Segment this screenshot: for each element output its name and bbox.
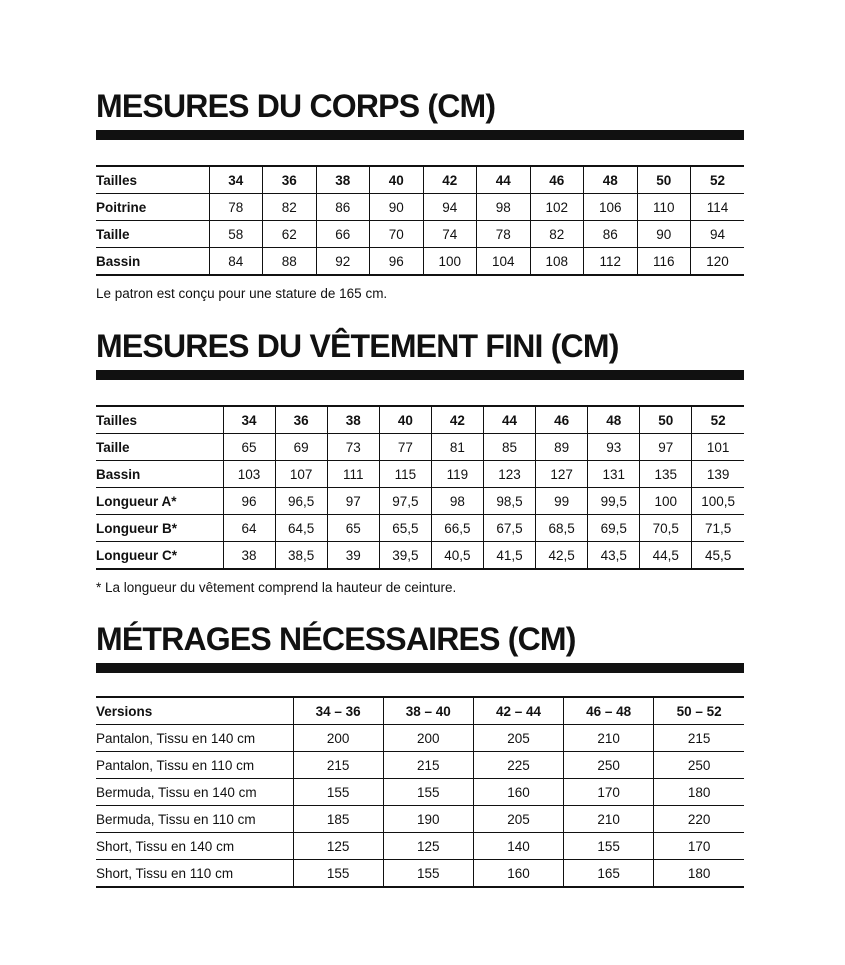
table-row [96, 779, 744, 806]
value-cell: 139 [692, 461, 744, 488]
value-cell: 106 [584, 194, 638, 221]
header-cell: 44 [477, 166, 531, 194]
row-label-cell: Longueur B* [96, 515, 223, 542]
value-cell: 65 [327, 515, 379, 542]
value-cell: 39,5 [379, 542, 431, 570]
value-cell: 102 [530, 194, 584, 221]
value-cell: 88 [263, 248, 317, 276]
value-cell: 77 [379, 434, 431, 461]
header-cell: 34 – 36 [293, 697, 383, 725]
header-cell: Tailles [96, 406, 223, 434]
header-cell: 44 [483, 406, 535, 434]
header-cell: 38 – 40 [383, 697, 473, 725]
value-cell: 94 [423, 194, 477, 221]
value-cell: 70 [370, 221, 424, 248]
table-row [96, 461, 744, 488]
value-cell: 131 [588, 461, 640, 488]
value-cell: 125 [293, 833, 383, 860]
value-cell: 180 [654, 779, 744, 806]
header-cell: 38 [316, 166, 370, 194]
header-cell: 52 [692, 406, 744, 434]
value-cell: 92 [316, 248, 370, 276]
value-cell: 67,5 [483, 515, 535, 542]
value-cell: 66 [316, 221, 370, 248]
value-cell: 215 [383, 752, 473, 779]
row-label-cell: Bassin [96, 248, 209, 276]
title-rule [96, 370, 744, 380]
value-cell: 89 [536, 434, 588, 461]
value-cell: 81 [431, 434, 483, 461]
stature-note: Le patron est conçu pour une stature de 165 cm. [96, 286, 388, 301]
table-row [96, 194, 744, 221]
header-cell: 48 [588, 406, 640, 434]
table-row [96, 752, 744, 779]
finished-measurements-section [96, 328, 744, 595]
value-cell: 98 [477, 194, 531, 221]
value-cell: 112 [584, 248, 638, 276]
value-cell: 96 [223, 488, 275, 515]
value-cell: 62 [263, 221, 317, 248]
value-cell: 82 [530, 221, 584, 248]
value-cell: 64 [223, 515, 275, 542]
value-cell: 155 [383, 860, 473, 888]
table-row [96, 860, 744, 888]
value-cell: 210 [564, 725, 654, 752]
header-cell: 42 [431, 406, 483, 434]
value-cell: 215 [654, 725, 744, 752]
row-label-cell: Taille [96, 221, 209, 248]
value-cell: 94 [691, 221, 745, 248]
value-cell: 85 [483, 434, 535, 461]
row-label-cell: Short, Tissu en 140 cm [96, 833, 293, 860]
value-cell: 90 [637, 221, 691, 248]
row-label-cell: Short, Tissu en 110 cm [96, 860, 293, 888]
value-cell: 170 [564, 779, 654, 806]
header-cell: 50 – 52 [654, 697, 744, 725]
value-cell: 125 [383, 833, 473, 860]
table-row [96, 488, 744, 515]
table-row [96, 725, 744, 752]
table-row [96, 806, 744, 833]
table-header-row [96, 406, 744, 434]
value-cell: 86 [584, 221, 638, 248]
value-cell: 185 [293, 806, 383, 833]
table-row [96, 434, 744, 461]
value-cell: 64,5 [275, 515, 327, 542]
header-cell: 40 [379, 406, 431, 434]
value-cell: 97,5 [379, 488, 431, 515]
value-cell: 44,5 [640, 542, 692, 570]
row-label-cell: Longueur A* [96, 488, 223, 515]
value-cell: 58 [209, 221, 263, 248]
value-cell: 41,5 [483, 542, 535, 570]
value-cell: 225 [473, 752, 563, 779]
value-cell: 93 [588, 434, 640, 461]
value-cell: 65,5 [379, 515, 431, 542]
value-cell: 38 [223, 542, 275, 570]
value-cell: 42,5 [536, 542, 588, 570]
value-cell: 101 [692, 434, 744, 461]
value-cell: 82 [263, 194, 317, 221]
table-row [96, 833, 744, 860]
fabric-requirements-section [96, 621, 744, 888]
value-cell: 90 [370, 194, 424, 221]
value-cell: 114 [691, 194, 745, 221]
value-cell: 70,5 [640, 515, 692, 542]
fabric-requirements-tbody [96, 697, 744, 887]
header-cell: 38 [327, 406, 379, 434]
header-cell: 34 [223, 406, 275, 434]
value-cell: 38,5 [275, 542, 327, 570]
value-cell: 69 [275, 434, 327, 461]
finished-measurements-table [96, 405, 744, 570]
value-cell: 103 [223, 461, 275, 488]
row-label-cell: Pantalon, Tissu en 110 cm [96, 752, 293, 779]
header-cell: 50 [637, 166, 691, 194]
value-cell: 135 [640, 461, 692, 488]
length-note: * La longueur du vêtement comprend la hauteur de ceinture. [96, 580, 457, 595]
value-cell: 165 [564, 860, 654, 888]
header-cell: 42 – 44 [473, 697, 563, 725]
value-cell: 71,5 [692, 515, 744, 542]
table-row [96, 221, 744, 248]
value-cell: 100,5 [692, 488, 744, 515]
value-cell: 220 [654, 806, 744, 833]
value-cell: 78 [209, 194, 263, 221]
body-measurements-table [96, 165, 744, 276]
value-cell: 111 [327, 461, 379, 488]
value-cell: 200 [383, 725, 473, 752]
body-measurements-title: MESURES DU CORPS (CM) [96, 88, 496, 124]
value-cell: 96,5 [275, 488, 327, 515]
value-cell: 107 [275, 461, 327, 488]
header-cell: 46 [530, 166, 584, 194]
row-label-cell: Poitrine [96, 194, 209, 221]
value-cell: 97 [640, 434, 692, 461]
row-label-cell: Bermuda, Tissu en 110 cm [96, 806, 293, 833]
fabric-requirements-title: MÉTRAGES NÉCESSAIRES (CM) [96, 621, 576, 657]
value-cell: 205 [473, 806, 563, 833]
value-cell: 74 [423, 221, 477, 248]
finished-measurements-tbody [96, 406, 744, 569]
value-cell: 155 [293, 779, 383, 806]
header-cell: 48 [584, 166, 638, 194]
value-cell: 120 [691, 248, 745, 276]
header-cell: 46 – 48 [564, 697, 654, 725]
value-cell: 78 [477, 221, 531, 248]
value-cell: 160 [473, 860, 563, 888]
row-label-cell: Bermuda, Tissu en 140 cm [96, 779, 293, 806]
table-header-row [96, 166, 744, 194]
header-cell: Tailles [96, 166, 209, 194]
value-cell: 155 [564, 833, 654, 860]
value-cell: 155 [383, 779, 473, 806]
value-cell: 110 [637, 194, 691, 221]
value-cell: 108 [530, 248, 584, 276]
header-cell: 42 [423, 166, 477, 194]
value-cell: 99,5 [588, 488, 640, 515]
value-cell: 210 [564, 806, 654, 833]
value-cell: 39 [327, 542, 379, 570]
value-cell: 68,5 [536, 515, 588, 542]
body-measurements-tbody [96, 166, 744, 275]
value-cell: 99 [536, 488, 588, 515]
value-cell: 96 [370, 248, 424, 276]
value-cell: 73 [327, 434, 379, 461]
header-cell: 36 [263, 166, 317, 194]
value-cell: 98,5 [483, 488, 535, 515]
title-rule [96, 663, 744, 673]
header-cell: 36 [275, 406, 327, 434]
table-row [96, 248, 744, 276]
value-cell: 155 [293, 860, 383, 888]
value-cell: 215 [293, 752, 383, 779]
body-measurements-section [96, 88, 744, 301]
header-cell: 34 [209, 166, 263, 194]
value-cell: 123 [483, 461, 535, 488]
value-cell: 250 [564, 752, 654, 779]
row-label-cell: Longueur C* [96, 542, 223, 570]
fabric-requirements-table [96, 696, 744, 888]
value-cell: 100 [640, 488, 692, 515]
value-cell: 43,5 [588, 542, 640, 570]
finished-measurements-title: MESURES DU VÊTEMENT FINI (CM) [96, 328, 619, 364]
value-cell: 160 [473, 779, 563, 806]
value-cell: 86 [316, 194, 370, 221]
header-cell: 40 [370, 166, 424, 194]
row-label-cell: Taille [96, 434, 223, 461]
value-cell: 190 [383, 806, 473, 833]
value-cell: 250 [654, 752, 744, 779]
row-label-cell: Pantalon, Tissu en 140 cm [96, 725, 293, 752]
value-cell: 127 [536, 461, 588, 488]
header-cell: 50 [640, 406, 692, 434]
value-cell: 98 [431, 488, 483, 515]
table-row [96, 542, 744, 570]
value-cell: 115 [379, 461, 431, 488]
value-cell: 140 [473, 833, 563, 860]
row-label-cell: Bassin [96, 461, 223, 488]
value-cell: 97 [327, 488, 379, 515]
value-cell: 69,5 [588, 515, 640, 542]
header-cell: 52 [691, 166, 745, 194]
value-cell: 205 [473, 725, 563, 752]
title-rule [96, 130, 744, 140]
value-cell: 170 [654, 833, 744, 860]
header-cell: 46 [536, 406, 588, 434]
table-row [96, 515, 744, 542]
value-cell: 84 [209, 248, 263, 276]
value-cell: 66,5 [431, 515, 483, 542]
value-cell: 40,5 [431, 542, 483, 570]
value-cell: 200 [293, 725, 383, 752]
value-cell: 104 [477, 248, 531, 276]
value-cell: 100 [423, 248, 477, 276]
value-cell: 116 [637, 248, 691, 276]
value-cell: 180 [654, 860, 744, 888]
value-cell: 119 [431, 461, 483, 488]
table-header-row [96, 697, 744, 725]
value-cell: 65 [223, 434, 275, 461]
header-cell: Versions [96, 697, 293, 725]
value-cell: 45,5 [692, 542, 744, 570]
